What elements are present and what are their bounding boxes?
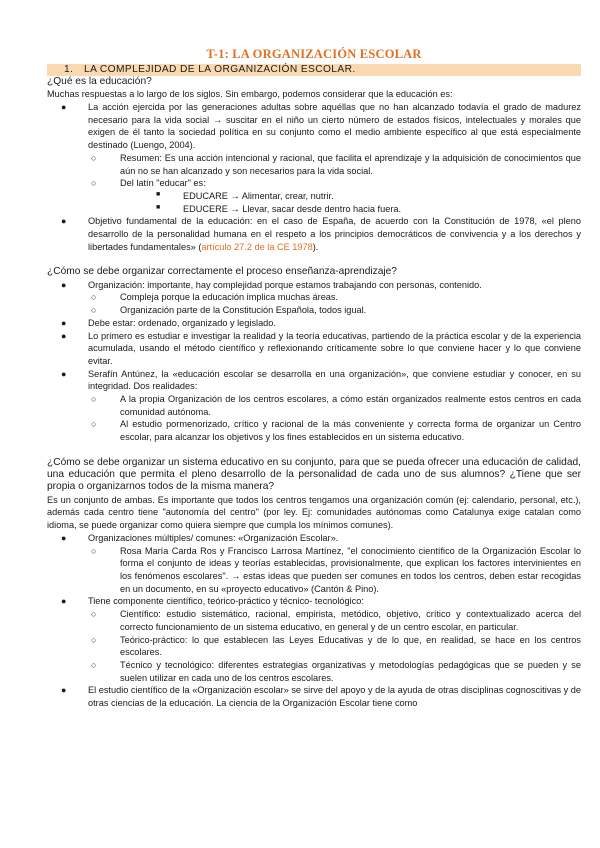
bullet-dot-icon: ●: [61, 330, 67, 341]
list-item: [47, 684, 581, 709]
bullet-circle-icon: ○: [91, 292, 97, 303]
bullet-circle-icon: ○: [91, 305, 97, 316]
list-item: [47, 595, 581, 684]
list-item-text: EDUCARE → Alimentar, crear, nutrir.: [183, 190, 334, 201]
list-item: [47, 368, 581, 444]
list-item-text: Compleja porque la educación implica muchas áreas.: [120, 292, 339, 303]
list-item: [47, 659, 581, 684]
bullet-circle-icon: ○: [91, 545, 97, 556]
list-item: [47, 393, 581, 418]
bullet-circle-icon: ○: [91, 634, 97, 645]
list-item: [47, 317, 581, 330]
bullet-circle-icon: ○: [91, 419, 97, 430]
document-page: [47, 46, 581, 710]
bullet-dot-icon: ●: [61, 596, 67, 607]
list-item: [47, 418, 581, 443]
paragraph: Muchas respuestas a lo largo de los siglos. Sin embargo, podemos considerar que la educación es:: [47, 89, 453, 100]
list-item-text: Técnico y tecnológico: diferentes estrategias organizativas y metodologías pedagógicas que se pueden y se suelen utilizar en cada uno de los centros escolares.: [120, 659, 581, 683]
list-item: [47, 101, 581, 215]
list-item-text: Organizaciones múltiples/ comunes: «Organización Escolar».: [88, 532, 339, 543]
list-item-text: Serafín Antúnez, la «educación escolar se desarrolla en una organización», que conviene estudiar y conocer, en su integridad. Dos realidades:: [88, 368, 581, 392]
bullet-dot-icon: ●: [61, 532, 67, 543]
list-item-text: El estudio científico de la «Organización escolar» se sirve del apoyo y de la ayuda de otras disciplinas cognoscitivas y de otras ciencias de la educación. La ciencia de la Organización Escolar tiene como: [88, 685, 581, 709]
bullet-dot-icon: ●: [61, 279, 67, 290]
list-item: [47, 291, 581, 304]
list-item-text: Lo primero es estudiar e investigar la realidad y la teoría educativas, partiendo de la práctica escolar y de la experiencia acumulada, usando el método científico y reflexionando críticamente sobre lo que conviene hacer y lo que conviene evitar.: [88, 330, 581, 366]
bullet-dot-icon: ●: [61, 317, 67, 328]
list-item-text: Debe estar: ordenado, organizado y legislado.: [88, 317, 276, 328]
list-item-text: Objetivo fundamental de la educación: en el caso de España, de acuerdo con la Constitución de 1978, «el pleno desarrollo de la personalidad humana en el respeto a los principios democráticos de convivencia y a los derechos y libertades fundamentales» (: [88, 216, 581, 252]
bullet-list: [47, 101, 581, 253]
list-item: [47, 304, 581, 317]
question-heading: ¿Cómo se debe organizar correctamente el proceso enseñanza-aprendizaje?: [47, 266, 397, 278]
list-item: [79, 203, 581, 216]
bullet-circle-icon: ○: [91, 659, 97, 670]
list-item-text: ).: [312, 241, 319, 252]
list-item-text: EDUCERE → Llevar, sacar desde dentro hacia fuera.: [183, 203, 402, 214]
paragraph: Es un conjunto de ambas. Es importante que todos los centros tengamos una organización común (ej: calendario, personal, etc.), además cada centro tiene "autonomía del centro" (por ley. Ej: comunidades autónomas como Catalunya exige catalan como idioma, se puede organizar como quiera siempre que cumpla los mínimos comunes).: [47, 494, 581, 531]
bullet-list: [47, 279, 581, 444]
list-item-text: Teórico-práctico: lo que establecen las Leyes Educativas y de lo que, en realidad, se hace en los centros escolares.: [120, 634, 581, 658]
bullet-circle-icon: ○: [91, 178, 97, 189]
question-heading: ¿Qué es la educación?: [47, 76, 152, 87]
list-item-text: Organización: importante, hay complejidad porque estamos trabajando con personas, contenido.: [88, 279, 482, 290]
section-label: LA COMPLEJIDAD DE LA ORGANIZACIÓN ESCOLAR.: [84, 64, 356, 75]
list-item: [47, 532, 581, 596]
list-item: [47, 152, 581, 177]
bullet-dot-icon: ●: [61, 102, 67, 112]
bullet-dot-icon: ●: [61, 216, 67, 227]
list-item-text: La acción ejercida por las generaciones adultas sobre aquéllas que no han alcanzado todavía el grado de madurez necesario para la vida social → suscitar en el niño un cierto número de estados físicos, intelectuales y morales que exigen de él tanto la sociedad política en su conjunto como el medio ambiente específico al que está especialmente destinado (Luengo, 2004).: [88, 102, 581, 151]
bullet-square-icon: ■: [156, 203, 161, 211]
list-item-text: Rosa María Carda Ros y Francisco Larrosa Martínez, "el conocimiento científico de la Organización Escolar lo forma el conjunto de ideas y teorías establecidas, provisionalmente, que explican los factores intervinientes en los fenómenos escolares". → estas ideas que pueden ser comunes en todos los centros, deben estar recogidas en un documento, en su «proyecto educativo» (Cantón & Pino).: [120, 545, 581, 594]
list-item: [47, 279, 581, 317]
list-item-text: Organización parte de la Constitución Española, todos igual.: [120, 305, 367, 316]
list-item-text: A la propia Organización de los centros escolares, a cómo están organizados realmente estos centros en cada comunidad autónoma.: [120, 394, 581, 417]
document-title: T-1: LA ORGANIZACIÓN ESCOLAR: [206, 47, 422, 61]
bullet-dot-icon: ●: [61, 368, 67, 379]
list-item-text: Resumen: Es una acción intencional y racional, que facilita el aprendizaje y la adquisición de conocimientos que aún no se han alcanzado y son necesarios para la vida social.: [120, 152, 581, 176]
list-item: [47, 177, 581, 215]
bullet-square-icon: ■: [156, 190, 161, 198]
list-item: [79, 190, 581, 203]
section-number: 1.: [64, 64, 74, 75]
list-item: [47, 545, 581, 596]
section-heading: [47, 64, 581, 76]
bullet-circle-icon: ○: [91, 152, 97, 163]
list-item-text: Al estudio pormenorizado, crítico y racional de la más conveniente y correcta forma de organizar un Centro escolar, para alcanzar los objetivos y los fines establecidos en un sistema educativo.: [120, 419, 581, 443]
bullet-list: [47, 532, 581, 710]
question-heading: ¿Cómo se debe organizar un sistema educativo en su conjunto, para que se pueda ofrecer una educación de calidad, una educación que permita el pleno desarrollo de la personalidad de cada uno de sus alumnos? ¿Tiene que ser propia o organizarnos todos de la misma manera?: [47, 456, 581, 493]
list-item-text: Del latín "educar" es:: [120, 178, 206, 189]
list-item-text: Científico: estudio sistemático, racional, empirista, metódico, objetivo, crítico y contextualizado acerca del correcto funcionamiento de un sistema educativo, en general y de un centro escolar, en particular.: [120, 609, 581, 632]
bullet-dot-icon: ●: [61, 685, 67, 696]
list-item: [47, 634, 581, 659]
list-item-text: Tiene componente científico, teórico-práctico y técnico- tecnológico:: [88, 596, 364, 607]
list-item: [47, 215, 581, 253]
constitution-reference-link[interactable]: artículo 27.2 de la CE 1978: [201, 241, 313, 252]
bullet-circle-icon: ○: [91, 394, 97, 405]
list-item: [47, 330, 581, 368]
bullet-circle-icon: ○: [91, 609, 97, 620]
list-item: [47, 608, 581, 633]
